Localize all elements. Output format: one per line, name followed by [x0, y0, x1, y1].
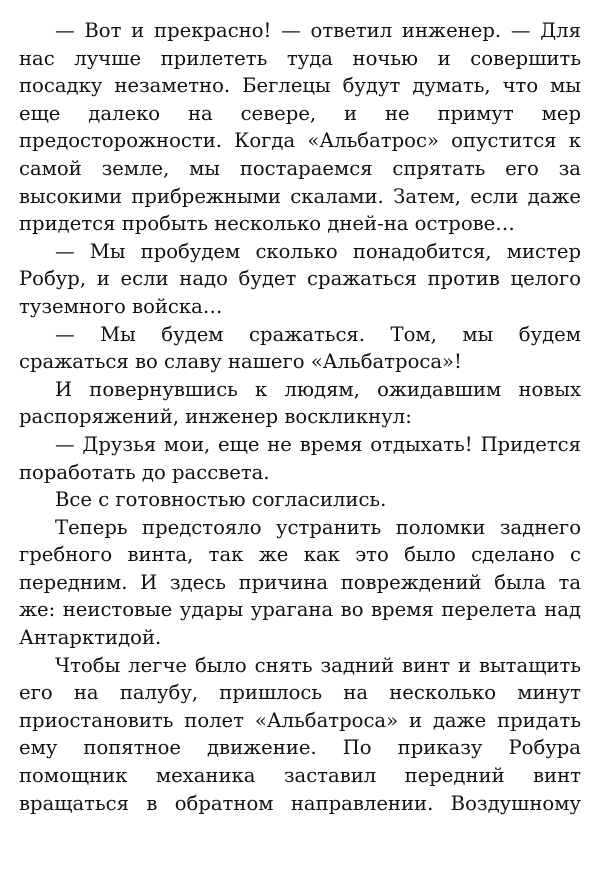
- paragraph-2: — Мы пробудем сколько понадобится, мистер Робур, и если надо будет сражаться против целого туземного войска…: [19, 239, 581, 318]
- paragraph-5: — Друзья мои, еще не время отдыхать! Придется поработать до рассвета.: [19, 432, 581, 484]
- paragraph-7: Теперь предстояло устранить поломки заднего гребного винта, так же как это было сделано с передним. И здесь причина повреждений была та же: неистовые удары урагана во время перелета над Антарктидой.: [19, 515, 581, 650]
- paragraph-4: И повернувшись к людям, ожидавшим новых распоряжений, инженер воскликнул:: [19, 377, 581, 429]
- paragraph-6: Все с готовностью согласились.: [55, 488, 387, 512]
- paragraph-3: — Мы будем сражаться. Том, мы будем сражаться во славу нашего «Альбатроса»!: [19, 322, 581, 374]
- paragraph-1: — Вот и прекрасно! — ответил инженер. — Для нас лучше прилететь туда ночью и совершить посадку незаметно. Беглецы будут думать, что мы еще далеко на севере, и не примут мер предосторожности. Когда «Альбатрос» опустится к самой земле, мы постараемся спрятать его за высокими прибрежными скалами. Затем, если даже придется пробыть несколько дней-на острове…: [19, 19, 581, 236]
- paragraph-8: Чтобы легче было снять задний винт и вытащить его на палубу, пришлось на несколько минут приостановить полет «Альбатроса» и даже придать ему попятное движение. По приказу Робура помощник механика заставил передний винт вращаться в обратном направлении. Воздушному: [19, 653, 581, 815]
